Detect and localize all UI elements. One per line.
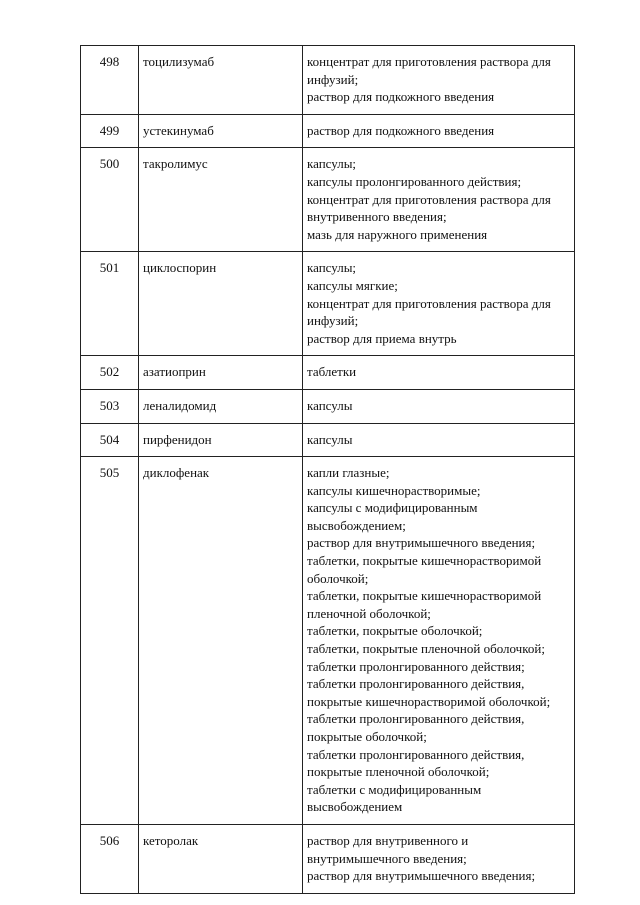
drug-name: леналидомид xyxy=(139,389,303,423)
dosage-form-line: раствор для приема внутрь xyxy=(307,330,457,346)
row-number: 499 xyxy=(81,114,139,148)
dosage-forms xyxy=(303,148,575,252)
dosage-form-line: высвобождением; xyxy=(307,517,406,533)
dosage-forms xyxy=(303,824,575,893)
dosage-form-line: капсулы кишечнорастворимые; xyxy=(307,482,481,498)
dosage-form-line: таблетки пролонгированного действия, xyxy=(307,746,525,762)
dosage-forms xyxy=(303,423,575,457)
table-row xyxy=(81,148,575,252)
dosage-form-line: раствор для подкожного введения xyxy=(307,122,495,138)
table-row xyxy=(81,252,575,356)
row-number: 503 xyxy=(81,389,139,423)
dosage-form-line: мазь для наружного применения xyxy=(307,226,488,242)
dosage-form-line: таблетки пролонгированного действия, xyxy=(307,711,525,727)
dosage-forms xyxy=(303,389,575,423)
row-number: 505 xyxy=(81,457,139,825)
drug-table-body xyxy=(81,46,575,894)
dosage-form-line: пленочной оболочкой; xyxy=(307,605,431,621)
dosage-form-line: таблетки пролонгированного действия, xyxy=(307,676,525,692)
row-number: 501 xyxy=(81,252,139,356)
dosage-form-line: оболочкой; xyxy=(307,570,369,586)
dosage-form-line: капсулы xyxy=(307,397,353,413)
drug-name: пирфенидон xyxy=(139,423,303,457)
dosage-forms xyxy=(303,252,575,356)
dosage-form-line: раствор для подкожного введения xyxy=(307,89,495,105)
table-row xyxy=(81,423,575,457)
dosage-form-line: капсулы пролонгированного действия; xyxy=(307,173,522,189)
drug-name: азатиоприн xyxy=(139,356,303,390)
table-row xyxy=(81,356,575,390)
row-number: 502 xyxy=(81,356,139,390)
dosage-form-line: капсулы; xyxy=(307,156,357,172)
drug-table xyxy=(80,45,575,894)
dosage-form-line: раствор для внутримышечного введения; xyxy=(307,535,536,551)
table-row xyxy=(81,389,575,423)
dosage-form-line: капсулы с модифицированным xyxy=(307,500,478,516)
dosage-form-line: внутривенного введения; xyxy=(307,209,447,225)
dosage-form-line: концентрат для приготовления раствора для xyxy=(307,295,551,311)
dosage-form-line: таблетки, покрытые оболочкой; xyxy=(307,623,483,639)
dosage-form-line: капли глазные; xyxy=(307,465,390,481)
row-number: 498 xyxy=(81,46,139,115)
drug-name: диклофенак xyxy=(139,457,303,825)
dosage-form-line: внутримышечного введения; xyxy=(307,850,467,866)
drug-name: циклоспорин xyxy=(139,252,303,356)
dosage-form-line: таблетки, покрытые пленочной оболочкой; xyxy=(307,641,545,657)
dosage-form-line: раствор для внутривенного и xyxy=(307,832,469,848)
dosage-form-line: таблетки, покрытые кишечнорастворимой xyxy=(307,553,542,569)
row-number: 504 xyxy=(81,423,139,457)
dosage-forms xyxy=(303,457,575,825)
dosage-form-line: концентрат для приготовления раствора для xyxy=(307,54,551,69)
dosage-form-line: высвобождением xyxy=(307,799,403,815)
table-row xyxy=(81,114,575,148)
table-row xyxy=(81,46,575,115)
row-number: 500 xyxy=(81,148,139,252)
dosage-form-line: инфузий; xyxy=(307,71,359,87)
dosage-form-line: капсулы xyxy=(307,431,353,447)
dosage-form-line: раствор для внутримышечного введения; xyxy=(307,868,536,884)
dosage-form-line: покрытые пленочной оболочкой; xyxy=(307,764,490,780)
dosage-form-line: покрытые кишечнорастворимой оболочкой; xyxy=(307,693,551,709)
dosage-form-line: капсулы; xyxy=(307,260,357,276)
dosage-form-line: таблетки xyxy=(307,364,357,380)
table-row xyxy=(81,457,575,825)
row-number: 506 xyxy=(81,824,139,893)
dosage-form-line: покрытые оболочкой; xyxy=(307,729,427,744)
dosage-forms xyxy=(303,356,575,390)
dosage-form-line: инфузий; xyxy=(307,313,359,329)
drug-name: устекинумаб xyxy=(139,114,303,148)
dosage-form-line: таблетки с модифицированным xyxy=(307,781,482,797)
dosage-form-line: концентрат для приготовления раствора для xyxy=(307,191,551,207)
dosage-form-line: таблетки, покрытые кишечнорастворимой xyxy=(307,588,542,604)
dosage-form-line: капсулы мягкие; xyxy=(307,277,398,293)
dosage-forms xyxy=(303,114,575,148)
dosage-forms xyxy=(303,46,575,115)
table-row xyxy=(81,824,575,893)
dosage-form-line: таблетки пролонгированного действия; xyxy=(307,658,525,674)
drug-name: тоцилизумаб xyxy=(139,46,303,115)
drug-name: такролимус xyxy=(139,148,303,252)
drug-name: кеторолак xyxy=(139,824,303,893)
